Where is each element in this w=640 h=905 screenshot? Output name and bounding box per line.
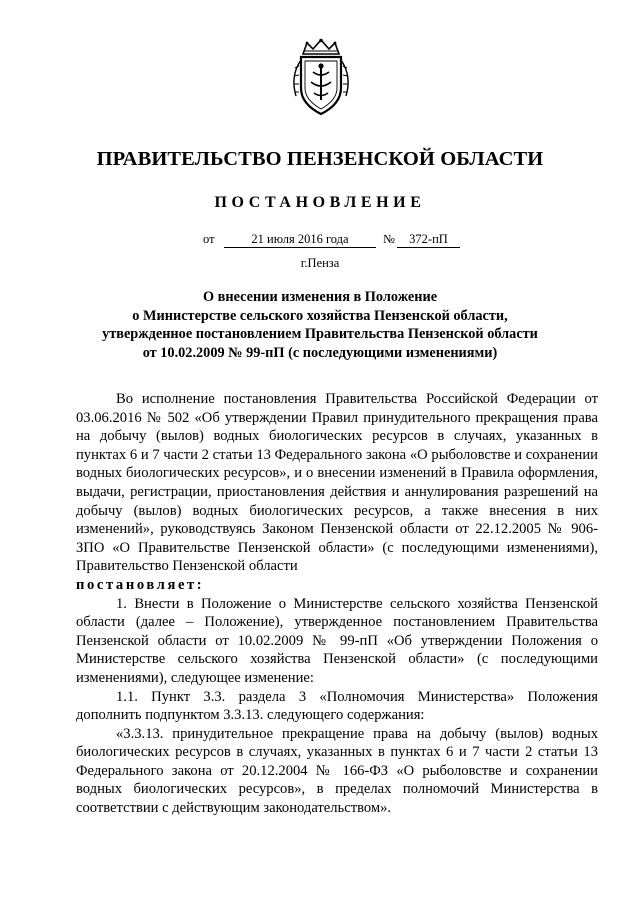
number-sign: № xyxy=(383,232,395,246)
decides-word: постановляет: xyxy=(76,576,205,593)
item-1-paragraph: 1. Внести в Положение о Министерстве сельского хозяйства Пензенской области (далее – Положение), утвержденное постановлением Правительства Пензенской области от 10.02.2009 № 99-пП «Об утверждении Положения о Министерстве сельского хозяйства Пензенской области» (с последующими изменениями), следующее изменение: xyxy=(76,595,598,686)
subject-line: О внесении изменения в Положение xyxy=(202,289,438,305)
document-type: ПОСТАНОВЛЕНИЕ xyxy=(214,194,426,211)
government-title: ПРАВИТЕЛЬСТВО ПЕНЗЕНСКОЙ ОБЛАСТИ xyxy=(96,148,544,170)
subject-line: о Министерстве сельского хозяйства Пензенской области, xyxy=(132,307,508,324)
date-prefix: от xyxy=(203,232,215,246)
date-number-line xyxy=(0,232,640,252)
subject-line: от 10.02.2009 № 99-пП (с последующими изменениями) xyxy=(142,344,498,361)
document-date: 21 июля 2016 года xyxy=(224,232,376,248)
decides-line xyxy=(76,576,598,595)
document-body xyxy=(76,390,598,818)
document-subject xyxy=(0,288,640,362)
document-number: 372-пП xyxy=(397,232,460,248)
preamble-paragraph: Во исполнение постановления Правительства Российской Федерации от 03.06.2016 № 502 «Об утверждении Правил принудительного прекращения права на добычу (вылов) водных биологических ресурсов в случаях, указанных в пунктах 6 и 7 части 2 статьи 13 Федерального закона «О рыболовстве и сохранении водных биологических ресурсов», и о внесении изменений в Правила оформления, выдачи, регистрации, приостановления действия и аннулирования разрешений на добычу (вылов) водных биологических ресурсов, а также внесения в них изменений», руководствуясь Законом Пензенской области от 22.12.2005 № 906-ЗПО «О Правительстве Пензенской области» (с последующими изменениями), Правительство Пензенской области xyxy=(76,391,598,575)
subject-line: утвержденное постановлением Правительства Пензенской области xyxy=(102,326,538,342)
city: г.Пенза xyxy=(300,256,340,270)
penza-region-coat-of-arms-icon xyxy=(286,38,356,116)
quoted-subitem-paragraph: «3.3.13. принудительное прекращение права на добычу (вылов) водных биологических ресурсов в случаях, указанных в пунктах 6 и 7 части 2 статьи 13 Федерального закона от 20.12.2004 № 166-ФЗ «О рыболовстве и сохранении водных биологических ресурсов», в пределах полномочий Министерства в соответствии с действующим законодательством». xyxy=(76,725,598,817)
item-1-1-paragraph: 1.1. Пункт 3.3. раздела 3 «Полномочия Министерства» Положения дополнить подпунктом 3.3.13. следующего содержания: xyxy=(76,688,598,724)
